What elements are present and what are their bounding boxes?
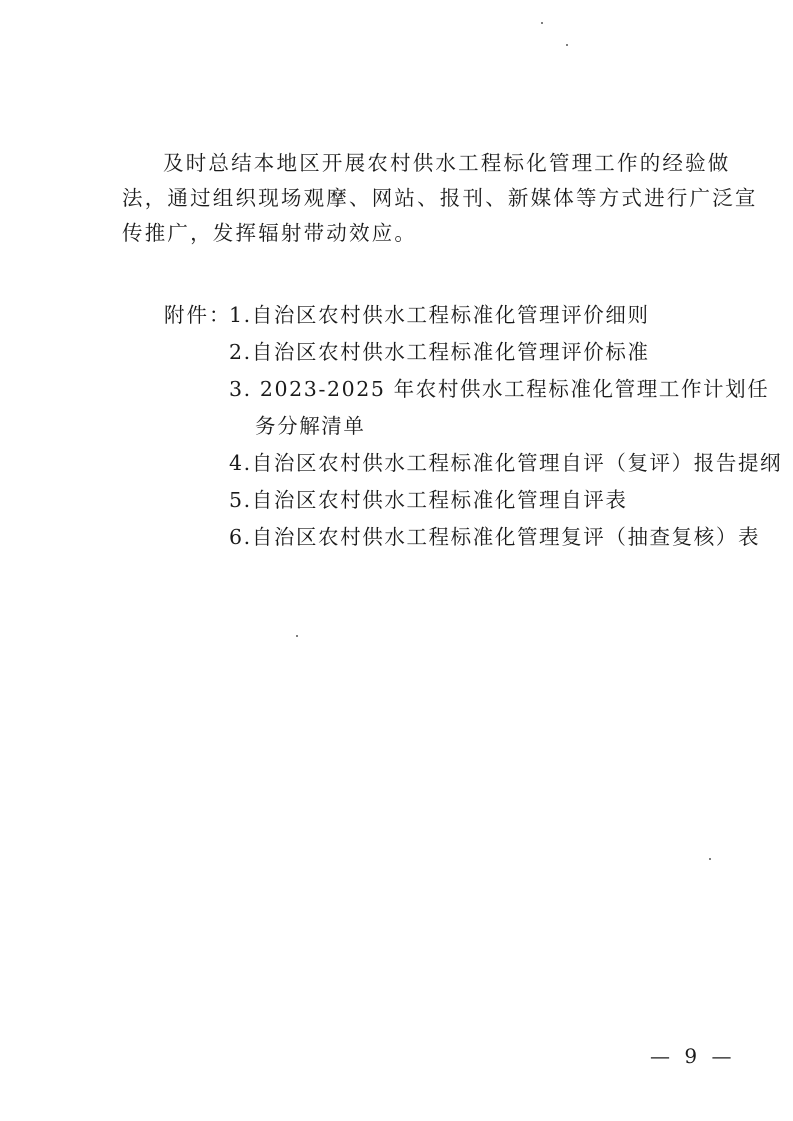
- attachments-label: 附件：: [164, 303, 232, 327]
- attachment-item: 4.自治区农村供水工程标准化管理自评（复评）报告提纲: [229, 451, 783, 475]
- page-number: — 9 —: [650, 1044, 736, 1068]
- attachment-item-continuation: 务分解清单: [255, 414, 366, 438]
- attachment-item: 3. 2023-2025 年农村供水工程标准化管理工作计划任: [229, 377, 770, 401]
- scan-speck: [296, 635, 298, 637]
- attachment-item: 5.自治区农村供水工程标准化管理自评表: [229, 488, 628, 512]
- paragraph-line: 法，通过组织现场观摩、网站、报刊、新媒体等方式进行广泛宣: [122, 186, 758, 210]
- paragraph-line: 及时总结本地区开展农村供水工程标化管理工作的经验做: [163, 151, 731, 175]
- body-paragraph: [122, 146, 758, 251]
- scan-speck: [566, 44, 568, 46]
- paragraph-line: 传推广，发挥辐射带动效应。: [122, 221, 418, 245]
- attachment-item: 1.自治区农村供水工程标准化管理评价细则: [229, 303, 650, 327]
- scan-speck: [541, 22, 543, 24]
- scan-speck: [709, 858, 711, 860]
- attachment-item: 6.自治区农村供水工程标准化管理复评（抽查复核）表: [229, 525, 761, 549]
- attachment-item: 2.自治区农村供水工程标准化管理评价标准: [229, 340, 650, 364]
